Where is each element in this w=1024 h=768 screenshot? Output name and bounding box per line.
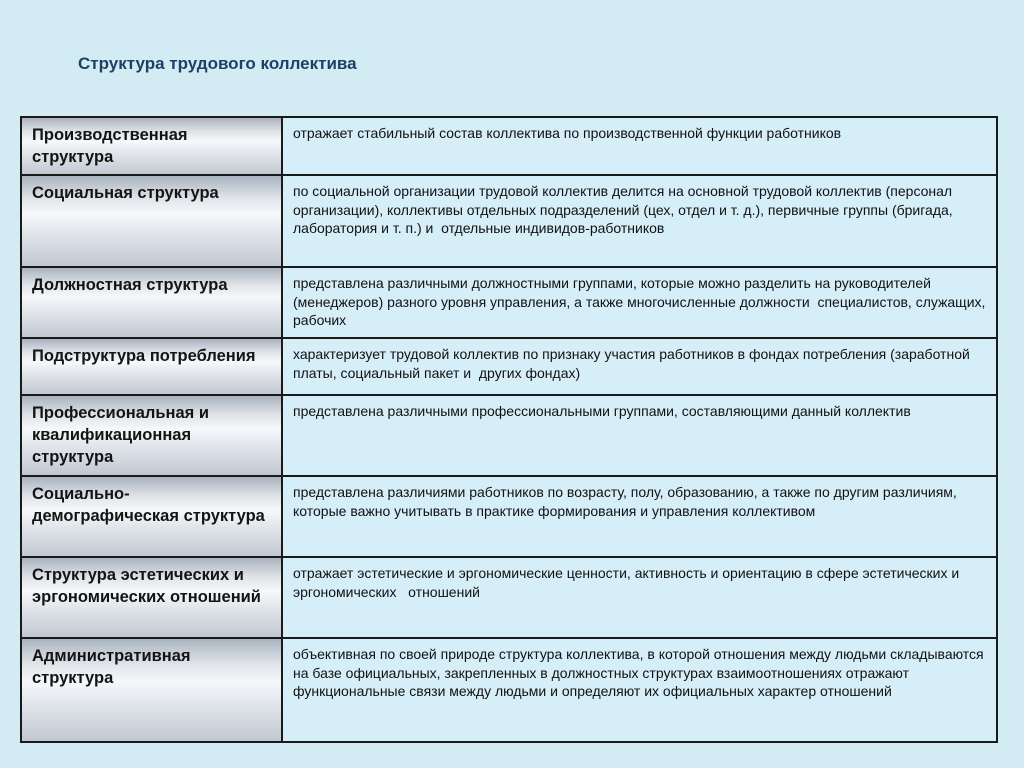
structure-name: Должностная структура <box>32 276 228 294</box>
structure-name-cell <box>21 338 282 395</box>
structure-description-cell <box>282 175 997 267</box>
structure-description: характеризует трудовой коллектив по признаку участия работников в фондах потребления (заработной платы, социальный пакет и других фондах) <box>293 346 974 381</box>
structure-description: отражает стабильный состав коллектива по производственной функции работников <box>293 125 842 141</box>
structure-name-cell <box>21 267 282 338</box>
structure-name-cell <box>21 557 282 638</box>
structure-name: Административная структура <box>32 647 191 687</box>
table-row <box>21 117 997 175</box>
structure-name-cell <box>21 175 282 267</box>
structure-description-cell <box>282 638 997 742</box>
table-row <box>21 476 997 557</box>
structure-name: Подструктура потребления <box>32 347 256 365</box>
structure-description: по социальной организации трудовой коллектив делится на основной трудовой коллектив (персонал организации), коллективы отдельных подразделений (цех, отдел и т. д.), первичные группы (бригада, лаборатория и т. п.) и отдельные индивидов-работников <box>293 183 957 236</box>
table-row <box>21 638 997 742</box>
structure-name-cell <box>21 395 282 476</box>
structure-description-cell <box>282 557 997 638</box>
structure-description: представлена различиями работников по возрасту, полу, образованию, а также по другим различиям, которые важно учитывать в практике формирования и управления коллективом <box>293 484 961 519</box>
structure-name: Социальная структура <box>32 184 219 202</box>
structure-name: Профессиональная и квалификационная структура <box>32 404 210 466</box>
structure-description-cell <box>282 117 997 175</box>
table-row <box>21 267 997 338</box>
structure-name-cell <box>21 117 282 175</box>
table-row <box>21 175 997 267</box>
structure-name-cell <box>21 476 282 557</box>
structure-description-cell <box>282 338 997 395</box>
structure-description: представлена различными профессиональными группами, составляющими данный коллектив <box>293 403 911 419</box>
structure-description: отражает эстетические и эргономические ценности, активность и ориентацию в сфере эстетических и эргономических отношений <box>293 565 964 600</box>
structure-table <box>20 116 998 743</box>
structure-name: Структура эстетических и эргономических отношений <box>32 566 261 606</box>
structure-description-cell <box>282 476 997 557</box>
structure-description: представлена различными должностными группами, которые можно разделить на руководителей (менеджеров) разного уровня управления, а также многочисленные должности специалистов, служащих, рабочих <box>293 275 990 328</box>
structure-name: Социально-демографическая структура <box>32 485 265 525</box>
structure-description-cell <box>282 395 997 476</box>
table-row <box>21 557 997 638</box>
structure-description-cell <box>282 267 997 338</box>
structure-description: объективная по своей природе структура коллектива, в которой отношения между людьми складываются на базе официальных, закрепленных в должностных структурах взаимоотношениях отражают функциональные связи между людьми и определяют их официальных характер отношений <box>293 646 988 699</box>
page-title: Структура трудового коллектива <box>78 54 357 73</box>
table-row <box>21 338 997 395</box>
structure-name: Производственная структура <box>32 126 188 166</box>
table-row <box>21 395 997 476</box>
structure-name-cell <box>21 638 282 742</box>
